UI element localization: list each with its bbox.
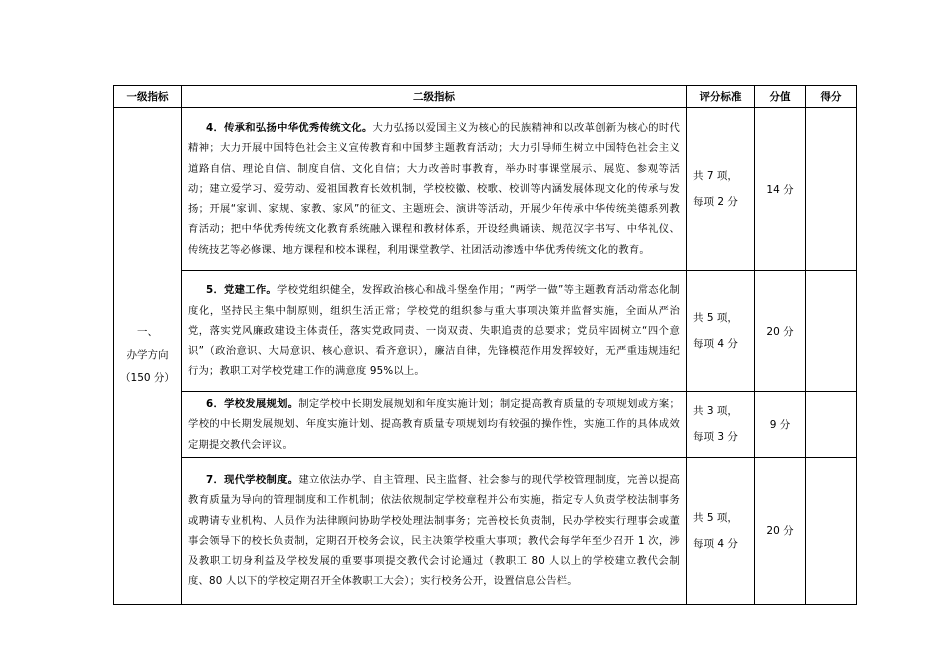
standard-each: 每项 4 分: [693, 537, 738, 550]
points-cell: 20 分: [755, 271, 806, 392]
standard-cell: [687, 392, 755, 458]
standard-cell: [687, 457, 755, 604]
indicator-text: 大力弘扬以爱国主义为核心的民族精神和以改革创新为核心的时代精神；大力开展中国特色社会主义宣传教育和中国梦主题教育活动；大力引导师生树立中国特色社会主义道路自信、理论自信、制度自信、文化自信；大力改善时事教育，举办时事课堂展示、展览、参观等活动；建立爱学习、爱劳动、爱祖国教育长效机制，学校校徽、校歌、校训等内涵发展体现文化的传承与发扬；开展“家训、家规、家教、家风”的征文、主题班会、演讲等活动，开展少年传承中华传统美德系列教育活动；把中华优秀传统文化教育系统融入课程和教材体系，开设经典诵读、规范汉字书写、中华礼仪、传统技艺等必修课、地方课程和校本课程，利用课堂教学、社团活动渗透中华优秀传统文化的教育。: [188, 121, 680, 256]
indicator-cell: [182, 108, 687, 271]
standard-count: 共 7 项，: [693, 170, 738, 182]
standard-count: 共 5 项，: [693, 511, 738, 524]
points-cell: 14 分: [755, 108, 806, 271]
header-level2: 二级指标: [182, 86, 687, 108]
category-name: 办学方向: [126, 349, 169, 362]
score-cell: [806, 108, 857, 271]
indicator-cell: [182, 271, 687, 392]
indicator-title: 5．党建工作。: [206, 284, 278, 297]
indicator-cell: [182, 457, 687, 604]
indicator-text: 学校党组织健全，发挥政治核心和战斗堡垒作用；“两学一做”等主题教育活动常态化制度化，坚持民主集中制原则，组织生活正常；学校党的组织参与重大事项决策并监督实施，全面从严治党，落实党风廉政建设主体责任，落实党政同责、一岗双责、失职追责的总要求；党员牢固树立“四个意识”（政治意识、大局意识、核心意识、看齐意识），廉洁自律，先锋模范作用发挥较好，无严重违规违纪行为；教职工对学校党建工作的满意度 95%以上。: [188, 284, 680, 378]
table-row: [114, 108, 857, 271]
category-number: 一、: [137, 326, 158, 339]
indicator-cell: [182, 392, 687, 458]
standard-each: 每项 2 分: [693, 196, 738, 208]
category-total: （150 分）: [120, 372, 175, 385]
indicator-text: 制定学校中长期发展规划和年度实施计划；制定提高教育质量的专项规划或方案；学校的中长期发展规划、年度实施计划、提高教育质量专项规划均有较强的操作性，实施工作的具体成效定期提交教代会评议。: [188, 398, 681, 451]
category-cell: [114, 108, 182, 605]
header-level1: 一级指标: [114, 86, 182, 108]
points-cell: 9 分: [755, 392, 806, 458]
standard-count: 共 5 项，: [693, 312, 738, 324]
score-cell: [806, 457, 857, 604]
standard-cell: [687, 271, 755, 392]
header-standard: 评分标准: [687, 86, 755, 108]
table-row: [114, 457, 857, 604]
score-cell: [806, 392, 857, 458]
table-row: [114, 271, 857, 392]
header-points: 分值: [755, 86, 806, 108]
table-row: [114, 392, 857, 458]
standard-count: 共 3 项，: [693, 405, 738, 418]
indicator-title: 6．学校发展规划。: [206, 398, 299, 410]
standard-cell: [687, 108, 755, 271]
score-cell: [806, 271, 857, 392]
points-cell: 20 分: [755, 457, 806, 604]
standard-each: 每项 4 分: [693, 338, 738, 350]
evaluation-table: [113, 85, 857, 605]
standard-each: 每项 3 分: [693, 431, 738, 444]
header-row: [114, 86, 857, 108]
indicator-title: 4．传承和弘扬中华优秀传统文化。: [206, 121, 373, 134]
indicator-title: 7．现代学校制度。: [206, 474, 299, 486]
indicator-text: 建立依法办学、自主管理、民主监督、社会参与的现代学校管理制度，完善以提高教育质量为导向的管理制度和工作机制；依法依规制定学校章程并公布实施，指定专人负责学校法制事务或聘请专业机构、人员作为法律顾问协助学校处理法制事务；完善校长负责制，民办学校实行理事会或董事会领导下的校长负责制，定期召开校务会议，民主决策学校重大事项；教代会每学年至少召开 1 次，涉及教职工切身利益及学校发展的重要事项提交教代会讨论通过（教职工 80 人以上的学校建立教代会制度、80 人以下的学校定期召开全体教职工大会）；实行校务公开，设置信息公告栏。: [188, 474, 681, 588]
header-score: 得分: [806, 86, 857, 108]
